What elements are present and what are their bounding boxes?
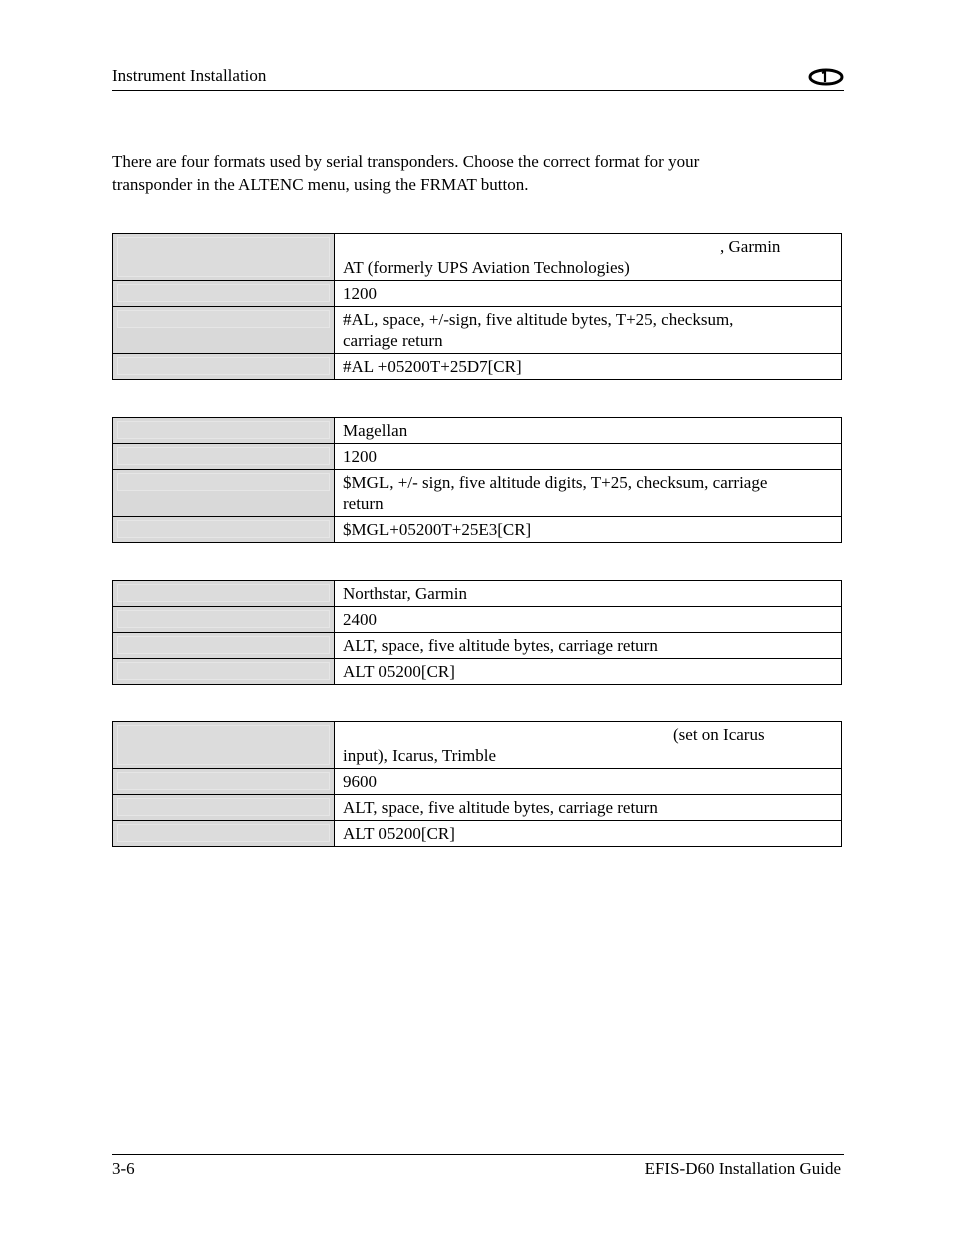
- label-cell: [113, 581, 335, 607]
- format-table-4: [112, 721, 842, 847]
- value-cell: ALT 05200[CR]: [335, 821, 842, 847]
- value-cell: 9600: [335, 769, 842, 795]
- value-line: AT (formerly UPS Aviation Technologies): [343, 258, 630, 277]
- value-cell: [335, 307, 842, 354]
- label-cell: [113, 307, 335, 354]
- value-line: , Garmin: [720, 237, 781, 256]
- value-cell: Magellan: [335, 418, 842, 444]
- value-line: return: [343, 494, 384, 513]
- page-footer: [112, 1154, 844, 1185]
- label-cell: [113, 769, 335, 795]
- value-cell: 1200: [335, 444, 842, 470]
- value-cell: [335, 234, 842, 281]
- table-row: [113, 581, 842, 607]
- table-row: [113, 281, 842, 307]
- value-line: (set on Icarus: [673, 725, 765, 744]
- page-number: 3-6: [112, 1159, 135, 1178]
- table-row: [113, 633, 842, 659]
- label-cell: [113, 234, 335, 281]
- value-cell: 2400: [335, 607, 842, 633]
- label-cell: [113, 281, 335, 307]
- label-cell: [113, 795, 335, 821]
- intro-paragraph: [112, 150, 812, 196]
- value-line: input), Icarus, Trimble: [343, 746, 496, 765]
- format-table-2: [112, 417, 842, 543]
- value-cell: $MGL+05200T+25E3[CR]: [335, 517, 842, 543]
- label-cell: [113, 633, 335, 659]
- value-cell: ALT, space, five altitude bytes, carriage return: [335, 633, 842, 659]
- label-cell: [113, 354, 335, 380]
- label-cell: [113, 418, 335, 444]
- table-row: [113, 607, 842, 633]
- table-row: [113, 444, 842, 470]
- table-row: [113, 795, 842, 821]
- table-row: [113, 769, 842, 795]
- value-line: $MGL, +/- sign, five altitude digits, T+25, checksum, carriage: [343, 473, 768, 492]
- value-cell: 1200: [335, 281, 842, 307]
- header-title: Instrument Installation: [112, 66, 267, 85]
- value-cell: ALT, space, five altitude bytes, carriage return: [335, 795, 842, 821]
- table-row: [113, 307, 842, 354]
- label-cell: [113, 470, 335, 517]
- guide-title: EFIS-D60 Installation Guide: [644, 1159, 841, 1178]
- table-row: [113, 234, 842, 281]
- table-row: [113, 354, 842, 380]
- table-row: [113, 659, 842, 685]
- value-line: carriage return: [343, 331, 443, 350]
- value-cell: [335, 722, 842, 769]
- intro-line: There are four formats used by serial transponders. Choose the correct format for your: [112, 152, 700, 171]
- value-line: #AL, space, +/-sign, five altitude bytes, T+25, checksum,: [343, 310, 734, 329]
- brand-logo-icon: [808, 68, 844, 86]
- table-row: [113, 722, 842, 769]
- value-cell: Northstar, Garmin: [335, 581, 842, 607]
- value-cell: ALT 05200[CR]: [335, 659, 842, 685]
- label-cell: [113, 659, 335, 685]
- format-table-1: [112, 233, 842, 380]
- label-cell: [113, 722, 335, 769]
- value-cell: [335, 470, 842, 517]
- label-cell: [113, 821, 335, 847]
- table-row: [113, 821, 842, 847]
- label-cell: [113, 517, 335, 543]
- label-cell: [113, 607, 335, 633]
- page-header: [112, 64, 844, 91]
- label-cell: [113, 444, 335, 470]
- intro-line: transponder in the ALTENC menu, using the FRMAT button.: [112, 175, 529, 194]
- value-cell: #AL +05200T+25D7[CR]: [335, 354, 842, 380]
- table-row: [113, 418, 842, 444]
- format-table-3: [112, 580, 842, 685]
- table-row: [113, 517, 842, 543]
- table-row: [113, 470, 842, 517]
